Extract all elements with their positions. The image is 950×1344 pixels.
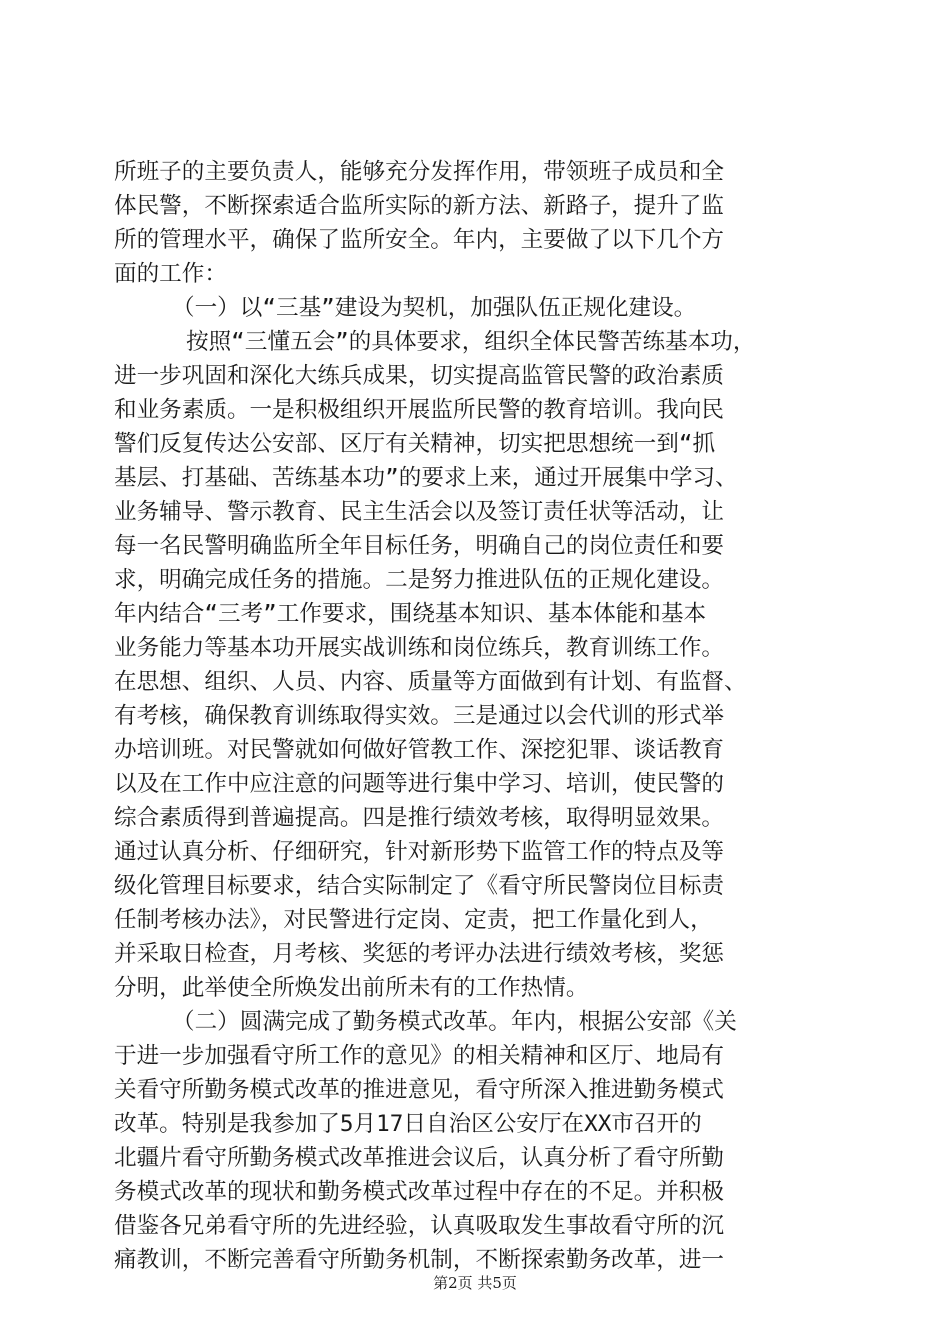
body-line: 和业务素质。一是积极组织开展监所民警的教育培训。我向民 bbox=[114, 397, 725, 423]
body-line: 务模式改革的现状和勤务模式改革过程中存在的不足。并积极 bbox=[114, 1179, 725, 1205]
section-heading-2: （二）圆满完成了勤务模式改革。年内，根据公安部《关 bbox=[172, 1009, 737, 1035]
body-line: 求，明确完成任务的措施。二是努力推进队伍的正规化建设。 bbox=[114, 567, 725, 593]
body-line: 北疆片看守所勤务模式改革推进会议后，认真分析了看守所勤 bbox=[114, 1145, 725, 1171]
document-body bbox=[114, 155, 834, 1277]
body-line: 业务能力等基本功开展实战训练和岗位练兵，教育训练工作。 bbox=[114, 635, 725, 661]
body-line: 借鉴各兄弟看守所的先进经验，认真吸取发生事故看守所的沉 bbox=[114, 1213, 725, 1239]
body-line: 关看守所勤务模式改革的推进意见，看守所深入推进勤务模式 bbox=[114, 1077, 725, 1103]
body-line: 级化管理目标要求，结合实际制定了《看守所民警岗位目标责 bbox=[114, 873, 725, 899]
body-line: 在思想、组织、人员、内容、质量等方面做到有计划、有监督、 bbox=[114, 669, 747, 695]
body-line: 体民警，不断探索适合监所实际的新方法、新路子，提升了监 bbox=[114, 193, 725, 219]
paragraph-start: 按照“三懂五会”的具体要求，组织全体民警苦练基本功， bbox=[186, 329, 756, 355]
body-line: 以及在工作中应注意的问题等进行集中学习、培训，使民警的 bbox=[114, 771, 725, 797]
body-line: 综合素质得到普遍提高。四是推行绩效考核，取得明显效果。 bbox=[114, 805, 725, 831]
body-line: 每一名民警明确监所全年目标任务，明确自己的岗位责任和要 bbox=[114, 533, 725, 559]
body-line: 有考核，确保教育训练取得实效。三是通过以会代训的形式举 bbox=[114, 703, 725, 729]
body-line: 面的工作： bbox=[114, 261, 227, 287]
body-line: 所的管理水平，确保了监所安全。年内，主要做了以下几个方 bbox=[114, 227, 725, 253]
body-line: 分明，此举使全所焕发出前所未有的工作热情。 bbox=[114, 975, 589, 1001]
body-line: 改革。特别是我参加了5月17日自治区公安厅在XX市召开的 bbox=[114, 1111, 702, 1137]
body-line: 痛教训，不断完善看守所勤务机制，不断探索勤务改革，进一 bbox=[114, 1247, 725, 1273]
body-line: 年内结合“三考”工作要求，围绕基本知识、基本体能和基本 bbox=[114, 601, 707, 627]
body-line: 进一步巩固和深化大练兵成果，切实提高监管民警的政治素质 bbox=[114, 363, 725, 389]
body-line: 业务辅导、警示教育、民主生活会以及签订责任状等活动，让 bbox=[114, 499, 725, 525]
body-line: 于进一步加强看守所工作的意见》的相关精神和区厅、地局有 bbox=[114, 1043, 725, 1069]
body-line: 任制考核办法》，对民警进行定岗、定责，把工作量化到人， bbox=[114, 907, 713, 933]
page-number-footer: 第2页 共5页 bbox=[433, 1274, 517, 1292]
body-line: 警们反复传达公安部、区厅有关精神，切实把思想统一到“抓 bbox=[114, 431, 716, 457]
section-heading-1: （一）以“三基”建设为契机，加强队伍正规化建设。 bbox=[172, 295, 697, 321]
body-line: 基层、打基础、苦练基本功”的要求上来，通过开展集中学习、 bbox=[114, 465, 738, 491]
body-line: 办培训班。对民警就如何做好管教工作、深挖犯罪、谈话教育 bbox=[114, 737, 725, 763]
body-line: 通过认真分析、仔细研究，针对新形势下监管工作的特点及等 bbox=[114, 839, 725, 865]
body-line: 并采取日检查，月考核、奖惩的考评办法进行绩效考核，奖惩 bbox=[114, 941, 725, 967]
body-line: 所班子的主要负责人，能够充分发挥作用，带领班子成员和全 bbox=[114, 159, 725, 185]
